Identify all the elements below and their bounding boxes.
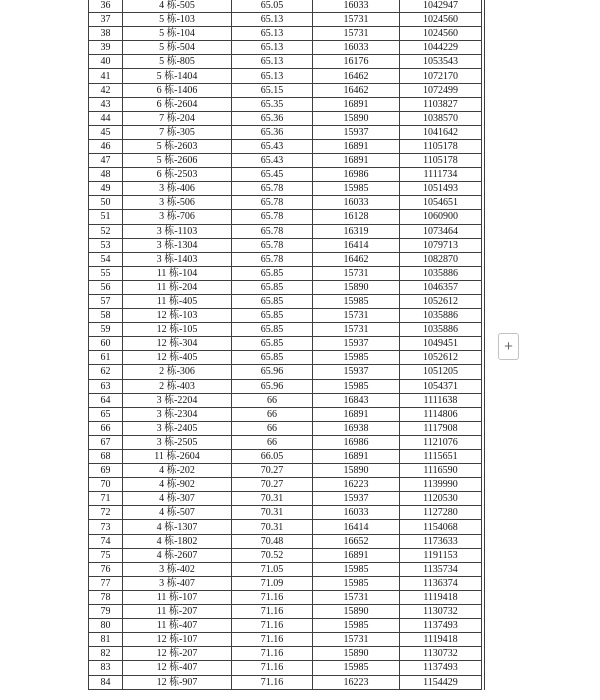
- total-price-cell: 1154429: [400, 675, 482, 689]
- row-number-cell: 69: [89, 464, 123, 478]
- total-price-cell: 1154068: [400, 520, 482, 534]
- total-price-cell: 1035886: [400, 266, 482, 280]
- total-price-cell: 1119418: [400, 633, 482, 647]
- unit-cell: 6 栋-2503: [123, 168, 232, 182]
- total-price-cell: 1139990: [400, 478, 482, 492]
- table-viewport: [88, 0, 484, 691]
- unit-price-cell: 16462: [313, 69, 400, 83]
- unit-cell: 5 栋-805: [123, 55, 232, 69]
- unit-price-cell: 15890: [313, 464, 400, 478]
- row-number-cell: 46: [89, 139, 123, 153]
- total-price-cell: 1079713: [400, 238, 482, 252]
- table-row: [89, 647, 482, 661]
- table-row: [89, 139, 482, 153]
- area-cell: 65.13: [232, 55, 313, 69]
- table-row: [89, 605, 482, 619]
- unit-price-cell: 15985: [313, 294, 400, 308]
- total-price-cell: 1135734: [400, 562, 482, 576]
- unit-price-cell: 15985: [313, 182, 400, 196]
- unit-cell: 12 栋-304: [123, 337, 232, 351]
- row-number-cell: 74: [89, 534, 123, 548]
- total-price-cell: 1115651: [400, 450, 482, 464]
- unit-cell: 12 栋-103: [123, 309, 232, 323]
- area-cell: 65.78: [232, 196, 313, 210]
- row-number-cell: 49: [89, 182, 123, 196]
- total-price-cell: 1035886: [400, 309, 482, 323]
- unit-price-cell: 15731: [313, 309, 400, 323]
- row-number-cell: 68: [89, 450, 123, 464]
- total-price-cell: 1103827: [400, 97, 482, 111]
- unit-price-cell: 15890: [313, 605, 400, 619]
- unit-cell: 11 栋-207: [123, 605, 232, 619]
- total-price-cell: 1120530: [400, 492, 482, 506]
- total-price-cell: 1137493: [400, 661, 482, 675]
- unit-cell: 11 栋-104: [123, 266, 232, 280]
- unit-cell: 12 栋-407: [123, 661, 232, 675]
- unit-price-cell: 16414: [313, 238, 400, 252]
- unit-cell: 5 栋-103: [123, 13, 232, 27]
- row-number-cell: 55: [89, 266, 123, 280]
- unit-price-cell: 16891: [313, 450, 400, 464]
- unit-price-cell: 16891: [313, 139, 400, 153]
- total-price-cell: 1054371: [400, 379, 482, 393]
- total-price-cell: 1137493: [400, 619, 482, 633]
- unit-price-cell: 15985: [313, 661, 400, 675]
- table-row: [89, 633, 482, 647]
- unit-price-cell: 15731: [313, 633, 400, 647]
- area-cell: 71.16: [232, 675, 313, 689]
- total-price-cell: 1130732: [400, 647, 482, 661]
- unit-cell: 12 栋-105: [123, 323, 232, 337]
- unit-price-cell: 16462: [313, 252, 400, 266]
- unit-price-cell: 16891: [313, 548, 400, 562]
- plus-button[interactable]: +: [498, 333, 519, 360]
- area-cell: 65.78: [232, 210, 313, 224]
- row-number-cell: 63: [89, 379, 123, 393]
- area-cell: 66: [232, 393, 313, 407]
- area-cell: 65.45: [232, 168, 313, 182]
- unit-price-cell: 15890: [313, 111, 400, 125]
- table-row: [89, 393, 482, 407]
- table-row: [89, 675, 482, 689]
- table-row: [89, 154, 482, 168]
- table-row: [89, 379, 482, 393]
- total-price-cell: 1054651: [400, 196, 482, 210]
- area-cell: 70.52: [232, 548, 313, 562]
- total-price-cell: 1191153: [400, 548, 482, 562]
- table-row: [89, 0, 482, 13]
- unit-cell: 5 栋-504: [123, 41, 232, 55]
- unit-price-cell: 15937: [313, 492, 400, 506]
- table-row: [89, 478, 482, 492]
- table-row: [89, 492, 482, 506]
- unit-cell: 3 栋-406: [123, 182, 232, 196]
- row-number-cell: 56: [89, 280, 123, 294]
- table-row: [89, 351, 482, 365]
- table-row: [89, 168, 482, 182]
- unit-price-cell: 15937: [313, 365, 400, 379]
- total-price-cell: 1024560: [400, 27, 482, 41]
- unit-price-cell: 15985: [313, 576, 400, 590]
- unit-price-cell: 16843: [313, 393, 400, 407]
- row-number-cell: 73: [89, 520, 123, 534]
- row-number-cell: 57: [89, 294, 123, 308]
- total-price-cell: 1051205: [400, 365, 482, 379]
- row-number-cell: 52: [89, 224, 123, 238]
- row-number-cell: 47: [89, 154, 123, 168]
- table-row: [89, 210, 482, 224]
- unit-cell: 3 栋-1403: [123, 252, 232, 266]
- unit-cell: 4 栋-902: [123, 478, 232, 492]
- unit-cell: 3 栋-2505: [123, 435, 232, 449]
- unit-price-cell: 15937: [313, 337, 400, 351]
- table-row: [89, 252, 482, 266]
- unit-cell: 3 栋-2405: [123, 421, 232, 435]
- total-price-cell: 1060900: [400, 210, 482, 224]
- unit-price-cell: 16462: [313, 83, 400, 97]
- table-row: [89, 266, 482, 280]
- unit-cell: 3 栋-2304: [123, 407, 232, 421]
- unit-cell: 12 栋-907: [123, 675, 232, 689]
- unit-price-cell: 15985: [313, 562, 400, 576]
- table-row: [89, 294, 482, 308]
- total-price-cell: 1024560: [400, 13, 482, 27]
- table-row: [89, 661, 482, 675]
- unit-cell: 12 栋-107: [123, 633, 232, 647]
- table-row: [89, 280, 482, 294]
- table-row: [89, 55, 482, 69]
- unit-cell: 3 栋-506: [123, 196, 232, 210]
- unit-cell: 11 栋-407: [123, 619, 232, 633]
- table-row: [89, 97, 482, 111]
- total-price-cell: 1117908: [400, 421, 482, 435]
- table-row: [89, 224, 482, 238]
- unit-price-cell: 16176: [313, 55, 400, 69]
- row-number-cell: 45: [89, 125, 123, 139]
- table-row: [89, 27, 482, 41]
- table-row: [89, 562, 482, 576]
- row-number-cell: 39: [89, 41, 123, 55]
- row-number-cell: 70: [89, 478, 123, 492]
- area-cell: 70.31: [232, 506, 313, 520]
- unit-cell: 4 栋-1307: [123, 520, 232, 534]
- unit-cell: 12 栋-207: [123, 647, 232, 661]
- unit-cell: 7 栋-204: [123, 111, 232, 125]
- table-row: [89, 309, 482, 323]
- row-number-cell: 48: [89, 168, 123, 182]
- unit-cell: 7 栋-305: [123, 125, 232, 139]
- total-price-cell: 1136374: [400, 576, 482, 590]
- area-cell: 65.96: [232, 379, 313, 393]
- area-cell: 66: [232, 407, 313, 421]
- unit-cell: 11 栋-204: [123, 280, 232, 294]
- row-number-cell: 51: [89, 210, 123, 224]
- total-price-cell: 1072170: [400, 69, 482, 83]
- unit-cell: 11 栋-2604: [123, 450, 232, 464]
- unit-price-cell: 15985: [313, 619, 400, 633]
- unit-cell: 4 栋-202: [123, 464, 232, 478]
- row-number-cell: 36: [89, 0, 123, 13]
- area-cell: 70.31: [232, 492, 313, 506]
- area-cell: 65.13: [232, 13, 313, 27]
- row-number-cell: 65: [89, 407, 123, 421]
- unit-price-cell: 16033: [313, 41, 400, 55]
- total-price-cell: 1049451: [400, 337, 482, 351]
- row-number-cell: 72: [89, 506, 123, 520]
- table-row: [89, 520, 482, 534]
- area-cell: 65.78: [232, 252, 313, 266]
- total-price-cell: 1121076: [400, 435, 482, 449]
- area-cell: 71.09: [232, 576, 313, 590]
- unit-price-cell: 15890: [313, 647, 400, 661]
- table-row: [89, 506, 482, 520]
- row-number-cell: 80: [89, 619, 123, 633]
- row-number-cell: 37: [89, 13, 123, 27]
- table-row: [89, 576, 482, 590]
- unit-cell: 3 栋-1304: [123, 238, 232, 252]
- unit-price-cell: 15731: [313, 590, 400, 604]
- area-cell: 71.16: [232, 619, 313, 633]
- row-number-cell: 61: [89, 351, 123, 365]
- row-number-cell: 41: [89, 69, 123, 83]
- table-row: [89, 590, 482, 604]
- unit-price-cell: 15731: [313, 27, 400, 41]
- unit-price-cell: 16319: [313, 224, 400, 238]
- unit-cell: 11 栋-107: [123, 590, 232, 604]
- unit-price-cell: 15731: [313, 266, 400, 280]
- total-price-cell: 1111638: [400, 393, 482, 407]
- unit-cell: 5 栋-2603: [123, 139, 232, 153]
- row-number-cell: 42: [89, 83, 123, 97]
- table-row: [89, 111, 482, 125]
- area-cell: 70.48: [232, 534, 313, 548]
- table-row: [89, 548, 482, 562]
- total-price-cell: 1119418: [400, 590, 482, 604]
- total-price-cell: 1073464: [400, 224, 482, 238]
- unit-cell: 4 栋-1802: [123, 534, 232, 548]
- area-cell: 65.78: [232, 182, 313, 196]
- unit-cell: 5 栋-2606: [123, 154, 232, 168]
- unit-price-cell: 15731: [313, 323, 400, 337]
- unit-cell: 4 栋-2607: [123, 548, 232, 562]
- row-number-cell: 83: [89, 661, 123, 675]
- total-price-cell: 1052612: [400, 351, 482, 365]
- total-price-cell: 1053543: [400, 55, 482, 69]
- unit-price-cell: 16891: [313, 154, 400, 168]
- area-cell: 66: [232, 421, 313, 435]
- area-cell: 71.16: [232, 590, 313, 604]
- unit-cell: 11 栋-405: [123, 294, 232, 308]
- row-number-cell: 76: [89, 562, 123, 576]
- table-row: [89, 421, 482, 435]
- unit-cell: 4 栋-505: [123, 0, 232, 13]
- unit-price-cell: 16128: [313, 210, 400, 224]
- table-row: [89, 196, 482, 210]
- total-price-cell: 1082870: [400, 252, 482, 266]
- unit-price-cell: 16223: [313, 675, 400, 689]
- row-number-cell: 64: [89, 393, 123, 407]
- table-row: [89, 323, 482, 337]
- area-cell: 65.43: [232, 154, 313, 168]
- area-cell: 65.85: [232, 309, 313, 323]
- row-number-cell: 75: [89, 548, 123, 562]
- area-cell: 65.43: [232, 139, 313, 153]
- row-number-cell: 54: [89, 252, 123, 266]
- total-price-cell: 1105178: [400, 139, 482, 153]
- area-cell: 65.05: [232, 0, 313, 13]
- unit-price-cell: 16033: [313, 0, 400, 13]
- table-row: [89, 83, 482, 97]
- row-number-cell: 77: [89, 576, 123, 590]
- area-cell: 66: [232, 435, 313, 449]
- total-price-cell: 1044229: [400, 41, 482, 55]
- table-row: [89, 464, 482, 478]
- area-cell: 70.27: [232, 464, 313, 478]
- row-number-cell: 71: [89, 492, 123, 506]
- row-number-cell: 44: [89, 111, 123, 125]
- total-price-cell: 1072499: [400, 83, 482, 97]
- row-number-cell: 67: [89, 435, 123, 449]
- table-row: [89, 238, 482, 252]
- table-row: [89, 337, 482, 351]
- area-cell: 71.16: [232, 661, 313, 675]
- area-cell: 66.05: [232, 450, 313, 464]
- unit-price-cell: 16938: [313, 421, 400, 435]
- unit-price-cell: 15890: [313, 280, 400, 294]
- area-cell: 65.85: [232, 323, 313, 337]
- area-cell: 65.36: [232, 125, 313, 139]
- row-number-cell: 78: [89, 590, 123, 604]
- total-price-cell: 1130732: [400, 605, 482, 619]
- table-row: [89, 13, 482, 27]
- row-number-cell: 79: [89, 605, 123, 619]
- area-cell: 65.96: [232, 365, 313, 379]
- area-cell: 71.16: [232, 647, 313, 661]
- area-cell: 71.16: [232, 633, 313, 647]
- row-number-cell: 66: [89, 421, 123, 435]
- table-row: [89, 534, 482, 548]
- area-cell: 70.27: [232, 478, 313, 492]
- area-cell: 71.16: [232, 605, 313, 619]
- area-cell: 65.85: [232, 351, 313, 365]
- row-number-cell: 58: [89, 309, 123, 323]
- area-cell: 65.78: [232, 238, 313, 252]
- unit-price-cell: 16986: [313, 435, 400, 449]
- table-row: [89, 41, 482, 55]
- unit-cell: 4 栋-507: [123, 506, 232, 520]
- row-number-cell: 81: [89, 633, 123, 647]
- area-cell: 70.31: [232, 520, 313, 534]
- row-number-cell: 62: [89, 365, 123, 379]
- unit-cell: 2 栋-403: [123, 379, 232, 393]
- price-table: [88, 0, 482, 690]
- total-price-cell: 1042947: [400, 0, 482, 13]
- table-outer-border-line: [484, 0, 485, 690]
- area-cell: 65.35: [232, 97, 313, 111]
- unit-price-cell: 16414: [313, 520, 400, 534]
- total-price-cell: 1051493: [400, 182, 482, 196]
- total-price-cell: 1046357: [400, 280, 482, 294]
- unit-price-cell: 16033: [313, 196, 400, 210]
- table-row: [89, 69, 482, 83]
- row-number-cell: 60: [89, 337, 123, 351]
- unit-cell: 3 栋-2204: [123, 393, 232, 407]
- total-price-cell: 1052612: [400, 294, 482, 308]
- table-row: [89, 125, 482, 139]
- row-number-cell: 43: [89, 97, 123, 111]
- row-number-cell: 84: [89, 675, 123, 689]
- unit-cell: 5 栋-1404: [123, 69, 232, 83]
- area-cell: 71.05: [232, 562, 313, 576]
- area-cell: 65.85: [232, 294, 313, 308]
- table-row: [89, 182, 482, 196]
- area-cell: 65.13: [232, 69, 313, 83]
- area-cell: 65.36: [232, 111, 313, 125]
- unit-cell: 6 栋-1406: [123, 83, 232, 97]
- unit-cell: 3 栋-706: [123, 210, 232, 224]
- total-price-cell: 1116590: [400, 464, 482, 478]
- unit-cell: 12 栋-405: [123, 351, 232, 365]
- total-price-cell: 1173633: [400, 534, 482, 548]
- unit-price-cell: 16891: [313, 407, 400, 421]
- row-number-cell: 50: [89, 196, 123, 210]
- area-cell: 65.85: [232, 266, 313, 280]
- unit-price-cell: 16652: [313, 534, 400, 548]
- row-number-cell: 82: [89, 647, 123, 661]
- table-row: [89, 365, 482, 379]
- area-cell: 65.13: [232, 27, 313, 41]
- unit-price-cell: 16033: [313, 506, 400, 520]
- total-price-cell: 1035886: [400, 323, 482, 337]
- unit-price-cell: 15937: [313, 125, 400, 139]
- unit-price-cell: 15731: [313, 13, 400, 27]
- unit-cell: 2 栋-306: [123, 365, 232, 379]
- row-number-cell: 40: [89, 55, 123, 69]
- area-cell: 65.85: [232, 337, 313, 351]
- unit-price-cell: 15985: [313, 351, 400, 365]
- unit-price-cell: 16223: [313, 478, 400, 492]
- unit-price-cell: 16986: [313, 168, 400, 182]
- area-cell: 65.15: [232, 83, 313, 97]
- total-price-cell: 1041642: [400, 125, 482, 139]
- unit-cell: 5 栋-104: [123, 27, 232, 41]
- unit-cell: 3 栋-407: [123, 576, 232, 590]
- row-number-cell: 38: [89, 27, 123, 41]
- table-body: [89, 0, 482, 689]
- total-price-cell: 1127280: [400, 506, 482, 520]
- total-price-cell: 1038570: [400, 111, 482, 125]
- table-row: [89, 619, 482, 633]
- area-cell: 65.13: [232, 41, 313, 55]
- unit-cell: 3 栋-1103: [123, 224, 232, 238]
- row-number-cell: 53: [89, 238, 123, 252]
- area-cell: 65.78: [232, 224, 313, 238]
- table-row: [89, 407, 482, 421]
- total-price-cell: 1105178: [400, 154, 482, 168]
- unit-price-cell: 15985: [313, 379, 400, 393]
- unit-price-cell: 16891: [313, 97, 400, 111]
- table-row: [89, 435, 482, 449]
- unit-cell: 6 栋-2604: [123, 97, 232, 111]
- table-row: [89, 450, 482, 464]
- unit-cell: 4 栋-307: [123, 492, 232, 506]
- total-price-cell: 1111734: [400, 168, 482, 182]
- row-number-cell: 59: [89, 323, 123, 337]
- total-price-cell: 1114806: [400, 407, 482, 421]
- area-cell: 65.85: [232, 280, 313, 294]
- unit-cell: 3 栋-402: [123, 562, 232, 576]
